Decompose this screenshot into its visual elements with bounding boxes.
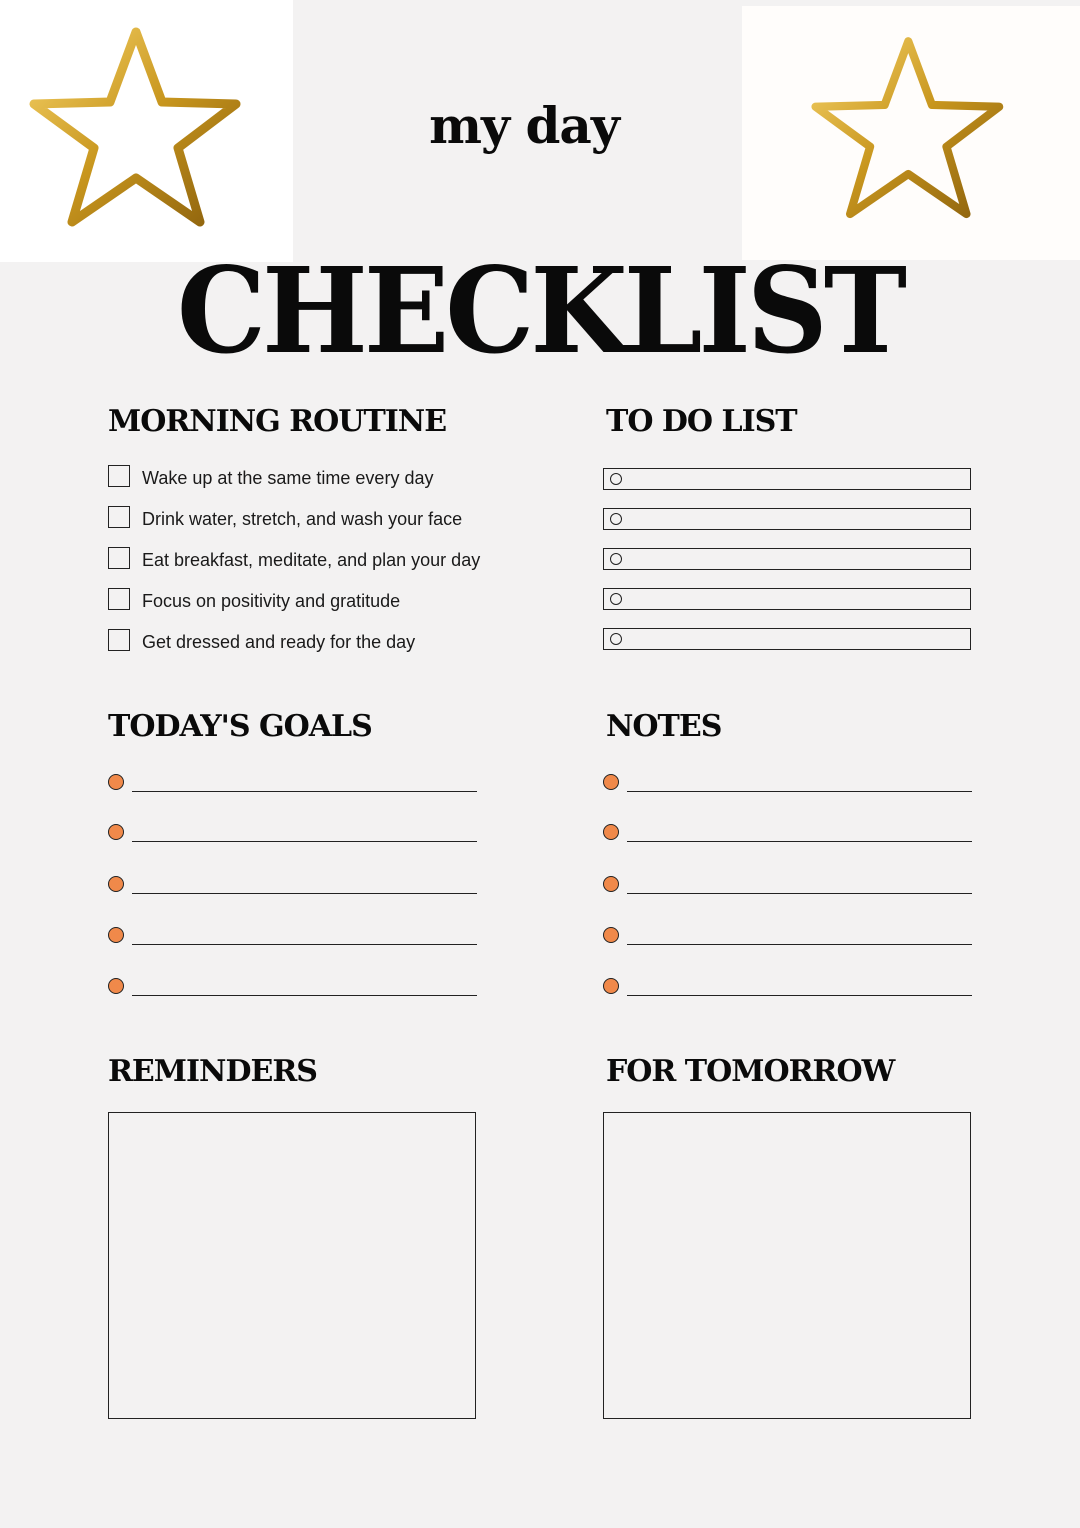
bullet-dot-icon [603,824,619,840]
todo-row[interactable] [603,508,971,530]
bullet-dot-icon [603,978,619,994]
note-line[interactable] [603,774,973,794]
reminders-heading: REMINDERS [108,1054,317,1089]
bullet-dot-icon [603,774,619,790]
todo-circle-icon [610,513,622,525]
write-line [132,791,477,792]
todo-row[interactable] [603,628,971,650]
note-line[interactable] [603,978,973,998]
page-title: CHECKLIST [176,242,904,381]
for-tomorrow-box[interactable] [603,1112,971,1419]
goal-line[interactable] [108,978,478,998]
notes-heading: NOTES [606,709,722,744]
routine-checkbox[interactable] [108,588,130,610]
goal-line[interactable] [108,824,478,844]
routine-label: Get dressed and ready for the day [142,632,416,652]
bullet-dot-icon [603,876,619,892]
todays-goals-heading: TODAY'S GOALS [108,709,372,744]
write-line [627,791,972,792]
goal-line[interactable] [108,927,478,947]
note-line[interactable] [603,927,973,947]
write-line [627,944,972,945]
routine-checkbox[interactable] [108,465,130,487]
routine-label: Focus on positivity and gratitude [142,591,401,611]
reminders-box[interactable] [108,1112,476,1419]
todo-row[interactable] [603,588,971,610]
todo-row[interactable] [603,468,971,490]
bullet-dot-icon [108,978,124,994]
bullet-dot-icon [108,876,124,892]
routine-label: Wake up at the same time every day [142,468,434,488]
bullet-dot-icon [108,927,124,943]
todo-list-heading: TO DO LIST [606,404,797,439]
write-line [627,893,972,894]
write-line [627,995,972,996]
write-line [132,944,477,945]
routine-label: Drink water, stretch, and wash your face [142,509,463,529]
todo-circle-icon [610,633,622,645]
note-line[interactable] [603,876,973,896]
for-tomorrow-heading: FOR TOMORROW [606,1054,895,1089]
routine-checkbox[interactable] [108,506,130,528]
routine-checkbox[interactable] [108,547,130,569]
write-line [132,995,477,996]
morning-routine-heading: MORNING ROUTINE [108,404,447,439]
bullet-dot-icon [108,774,124,790]
write-line [132,893,477,894]
note-line[interactable] [603,824,973,844]
page-subtitle: my day [429,96,619,155]
goal-line[interactable] [108,876,478,896]
routine-label: Eat breakfast, meditate, and plan your day [142,550,481,570]
write-line [627,841,972,842]
routine-checkbox[interactable] [108,629,130,651]
bullet-dot-icon [603,927,619,943]
todo-circle-icon [610,553,622,565]
todo-row[interactable] [603,548,971,570]
bullet-dot-icon [108,824,124,840]
todo-circle-icon [610,593,622,605]
goal-line[interactable] [108,774,478,794]
write-line [132,841,477,842]
todo-circle-icon [610,473,622,485]
